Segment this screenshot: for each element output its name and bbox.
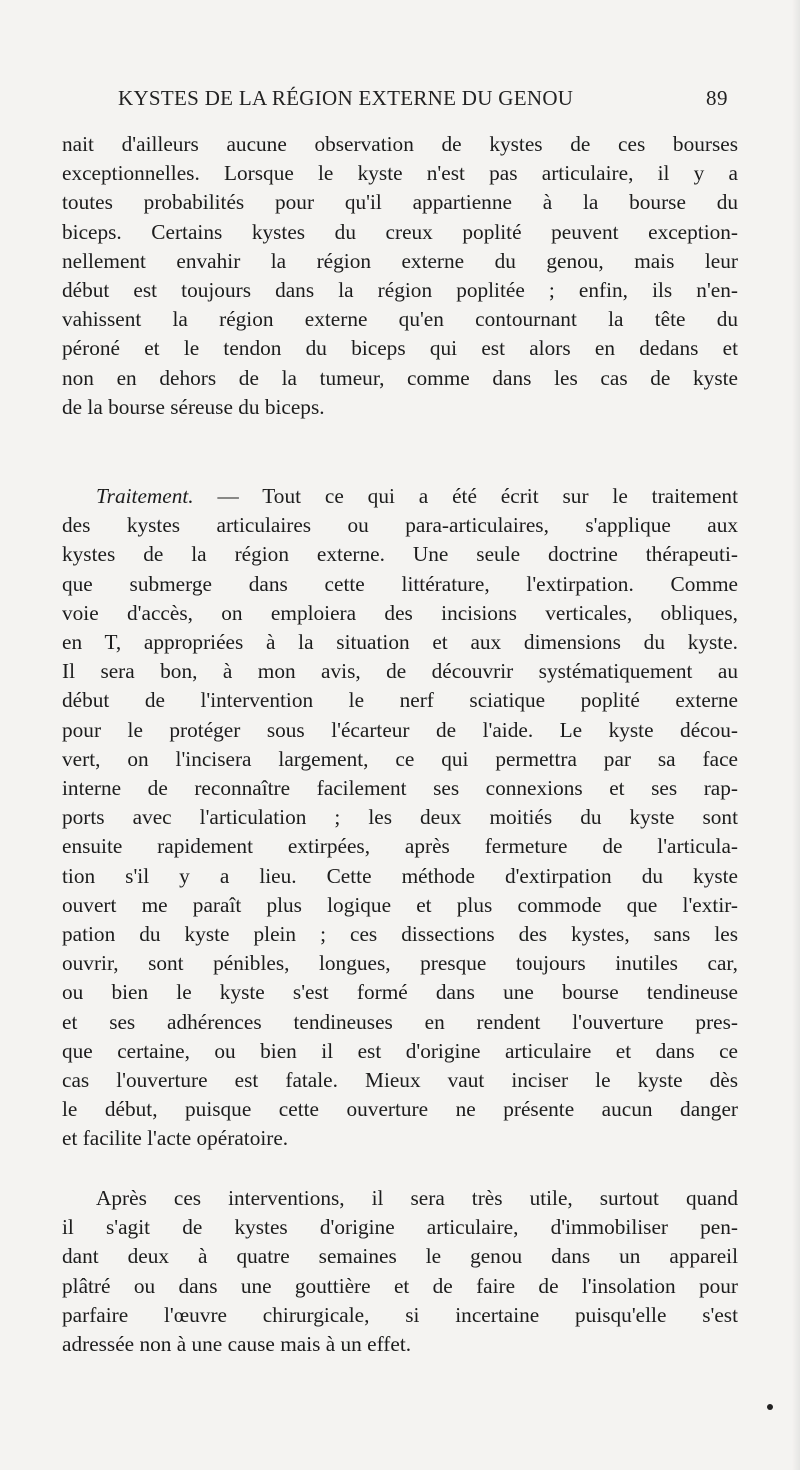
text-line: que certaine, ou bien il est d'origine articulaire et dans ce [62, 1038, 738, 1063]
text-line: ouvert me paraît plus logique et plus commode que l'extir- [62, 892, 738, 917]
text-line: ouvrir, sont pénibles, longues, presque toujours inutiles car, [62, 951, 738, 976]
text-line: biceps. Certains kystes du creux poplité peuvent exception- [62, 219, 738, 244]
text-line: interne de reconnaître facilement ses connexions et ses rap- [62, 776, 738, 801]
running-title: KYSTES DE LA RÉGION EXTERNE DU GENOU [118, 86, 574, 110]
text-line: toutes probabilités pour qu'il appartienne à la bourse du [62, 190, 738, 215]
text-line: et ses adhérences tendineuses en rendent l'ouverture pres- [62, 1009, 738, 1034]
text-line-first [62, 482, 738, 511]
text-line: nellement envahir la région externe du genou, mais leur [62, 248, 738, 273]
text-line: péroné et le tendon du biceps qui est alors en dedans et [62, 336, 738, 361]
text-line: de la bourse séreuse du biceps. [62, 394, 325, 419]
running-head [118, 86, 728, 111]
text-line: Il sera bon, à mon avis, de découvrir systématiquement au [62, 659, 738, 684]
ink-speck [767, 1404, 773, 1410]
text-line: pation du kyste plein ; ces dissections des kystes, sans les [62, 922, 738, 947]
page-number: 89 [706, 86, 728, 110]
text-line: il s'agit de kystes d'origine articulaire, d'immobiliser pen- [62, 1215, 738, 1240]
text-line: voie d'accès, on emploiera des incisions verticales, obliques, [62, 600, 738, 625]
text-line: début est toujours dans la région poplitée ; enfin, ils n'en- [62, 278, 738, 303]
section-heading-traitement: Traitement. [96, 484, 194, 508]
text-line: dant deux à quatre semaines le genou dans un appareil [62, 1244, 738, 1269]
text-line: Après ces interventions, il sera très utile, surtout quand [96, 1186, 738, 1210]
paragraph-apres-interventions [62, 1184, 738, 1359]
text-line: nait d'ailleurs aucune observation de kystes de ces bourses [62, 132, 738, 156]
text-line: début de l'intervention le nerf sciatique poplité externe [62, 688, 738, 713]
text-line: parfaire l'œuvre chirurgicale, si incertaine puisqu'elle s'est [62, 1302, 738, 1327]
text-line: cas l'ouverture est fatale. Mieux vaut inciser le kyste dès [62, 1068, 738, 1093]
page-edge-shadow [792, 0, 800, 1470]
text-line: le début, puisque cette ouverture ne présente aucun danger [62, 1097, 738, 1122]
text-line: plâtré ou dans une gouttière et de faire de l'insolation pour [62, 1273, 738, 1298]
text-line: ensuite rapidement extirpées, après fermeture de l'articula- [62, 834, 738, 859]
text-line: exceptionnelles. Lorsque le kyste n'est pas articulaire, il y a [62, 161, 738, 186]
text-line: ports avec l'articulation ; les deux moitiés du kyste sont [62, 805, 738, 830]
text-line: ou bien le kyste s'est formé dans une bourse tendineuse [62, 980, 738, 1005]
text-line: des kystes articulaires ou para-articulaires, s'applique aux [62, 513, 738, 538]
text-line: tion s'il y a lieu. Cette méthode d'extirpation du kyste [62, 863, 738, 888]
text-line: kystes de la région externe. Une seule doctrine thérapeuti- [62, 542, 738, 567]
text-line: que submerge dans cette littérature, l'extirpation. Comme [62, 571, 738, 596]
text-line: vert, on l'incisera largement, ce qui permettra par sa face [62, 746, 738, 771]
paragraph-bourse-biceps [62, 130, 738, 422]
text-line: vahissent la région externe qu'en contournant la tête du [62, 307, 738, 332]
paragraph-traitement [62, 482, 738, 1154]
text-line: en T, appropriées à la situation et aux dimensions du kyste. [62, 630, 738, 655]
first-line-rest: — Tout ce qui a été écrit sur le traitement [193, 484, 738, 508]
text-line: et facilite l'acte opératoire. [62, 1126, 289, 1151]
text-line: pour le protéger sous l'écarteur de l'aide. Le kyste décou- [62, 717, 738, 742]
text-line: adressée non à une cause mais à un effet. [62, 1332, 412, 1357]
text-line: non en dehors de la tumeur, comme dans les cas de kyste [62, 365, 738, 390]
